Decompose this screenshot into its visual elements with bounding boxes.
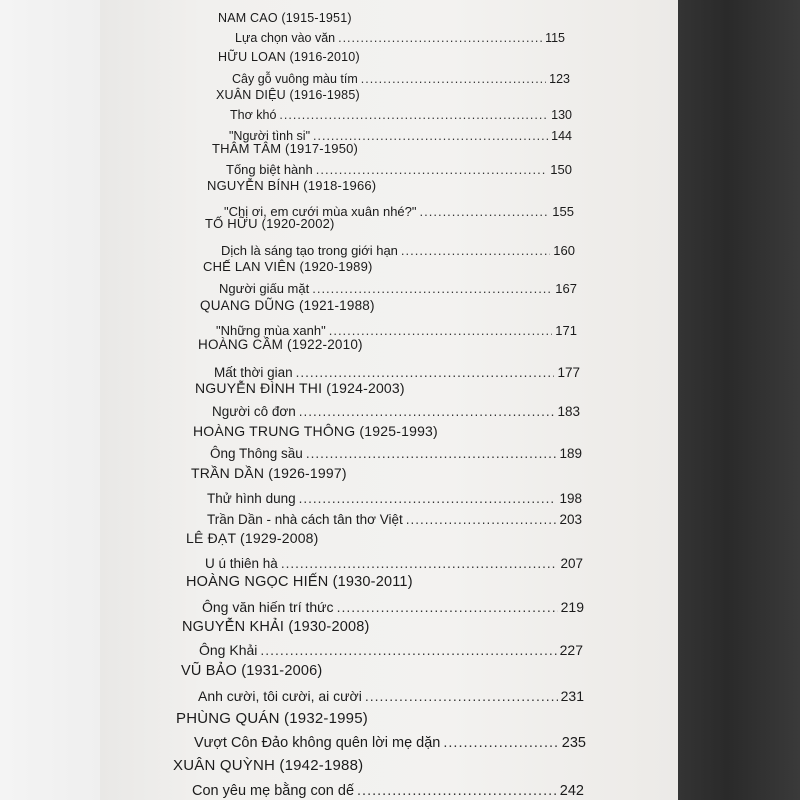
toc-entry [232,72,570,86]
toc-entry-title: Ông văn hiến trí thức [202,599,334,615]
dot-leader [357,783,557,799]
dot-leader [279,108,548,122]
toc-page-number: 115 [545,31,565,45]
toc-page-number: 207 [560,556,583,571]
dot-leader [338,31,542,45]
toc-entry [205,556,583,571]
toc-entry-title: Dịch là sáng tạo trong giới hạn [221,243,398,258]
toc-author: NGUYỄN BÍNH (1918-1966) [207,178,377,193]
toc-entry [194,735,586,751]
toc-author: XUÂN QUỲNH (1942-1988) [173,757,364,774]
toc-page-number: 123 [549,72,570,86]
toc-entry-title: Mất thời gian [214,365,293,380]
toc-entry-title: Trần Dần - nhà cách tân thơ Việt [207,512,403,527]
dot-leader [296,365,555,380]
book-spine-shadow [678,0,800,800]
toc-entry [192,783,584,799]
toc-entry-title: Con yêu mẹ bằng con dế [192,783,355,799]
toc-entry-title: Lựa chọn vào văn [235,31,336,45]
toc-author: TỐ HỮU (1920-2002) [205,216,335,231]
toc-page-number: 203 [559,512,582,527]
toc-author: HỮU LOAN (1916-2010) [218,50,360,64]
toc-entry [207,512,582,527]
toc-entry [216,323,577,338]
toc-entry-title: Ông Khải [199,642,258,658]
toc-entry-title: Anh cười, tôi cười, ai cười [198,688,362,704]
toc-entry [198,688,584,704]
dot-leader [406,512,557,527]
toc-entry [202,599,584,615]
toc-page-number: 183 [557,404,580,419]
toc-page-number: 227 [559,642,583,658]
dot-leader [281,556,558,571]
toc-page-number: 171 [555,323,577,338]
toc-page-number: 189 [559,446,582,461]
dot-leader [420,204,550,219]
toc-entry-title: Tống biệt hành [226,162,313,177]
toc-page-number: 231 [560,688,584,704]
toc-entry-title: Thơ khó [230,108,277,122]
toc-page-number: 242 [559,783,584,799]
toc-entry [207,491,582,506]
toc-entry-title: "Chị ơi, em cưới mùa xuân nhé?" [224,204,417,219]
toc-author: CHẾ LAN VIÊN (1920-1989) [203,259,373,274]
toc-entry [230,108,572,122]
toc-author: VŨ BẢO (1931-2006) [181,663,323,679]
toc-author: HOÀNG CẦM (1922-2010) [198,337,363,352]
toc-page-number: 198 [559,491,582,506]
toc-page-number: 177 [557,365,580,380]
dot-leader [443,735,558,751]
toc-page-number: 160 [553,243,575,258]
toc-entry [214,365,580,380]
toc-author: HOÀNG NGỌC HIẾN (1930-2011) [186,574,413,590]
toc-entry [226,162,572,177]
toc-author: QUANG DŨNG (1921-1988) [200,298,375,313]
toc-entry-title: "Người tình si" [229,129,311,143]
toc-author: THÂM TÂM (1917-1950) [212,141,359,156]
dot-leader [337,599,558,615]
toc-entry [199,642,583,658]
dot-leader [299,404,555,419]
toc-entry-title: Vượt Côn Đảo không quên lời mẹ dặn [194,735,441,751]
toc-author: NGUYỄN KHẢI (1930-2008) [182,619,370,635]
toc-entry-title: Ông Thông sầu [210,446,303,461]
toc-entry [221,243,575,258]
toc-entry-title: "Những mùa xanh" [216,323,326,338]
toc-entry-title: Cây gỗ vuông màu tím [232,72,358,86]
dot-leader [312,281,552,296]
toc-author: PHÙNG QUÁN (1932-1995) [176,710,368,727]
toc-entry [235,31,565,45]
dot-leader [260,642,556,658]
dot-leader [329,323,553,338]
dot-leader [299,491,557,506]
toc-entry-title: Thử hình dung [207,491,296,506]
toc-page-number: 144 [551,129,572,143]
dot-leader [316,162,548,177]
toc-author: TRẦN DẦN (1926-1997) [191,465,347,481]
toc-page-number: 155 [552,204,574,219]
toc-author: HOÀNG TRUNG THÔNG (1925-1993) [193,423,438,439]
dot-leader [401,243,550,258]
toc-page-number: 150 [550,162,572,177]
toc-entry-title: Người giấu mặt [219,281,310,296]
toc-author: NAM CAO (1915-1951) [218,11,352,25]
toc-author: XUÂN DIỆU (1916-1985) [216,88,360,102]
toc-author: NGUYỄN ĐÌNH THI (1924-2003) [195,380,405,396]
toc-page-number: 167 [555,281,577,296]
toc-page-number: 130 [551,108,572,122]
dot-leader [365,688,558,704]
toc-entry-title: U ú thiên hà [205,556,278,571]
dot-leader [361,72,546,86]
toc-page-number: 219 [560,599,584,615]
toc-entry [219,281,577,296]
toc-author: LÊ ĐẠT (1929-2008) [186,530,319,546]
toc-entry-title: Người cô đơn [212,404,296,419]
toc-entry [210,446,582,461]
toc-page-number: 235 [561,735,586,751]
dot-leader [306,446,557,461]
toc-entry [212,404,580,419]
